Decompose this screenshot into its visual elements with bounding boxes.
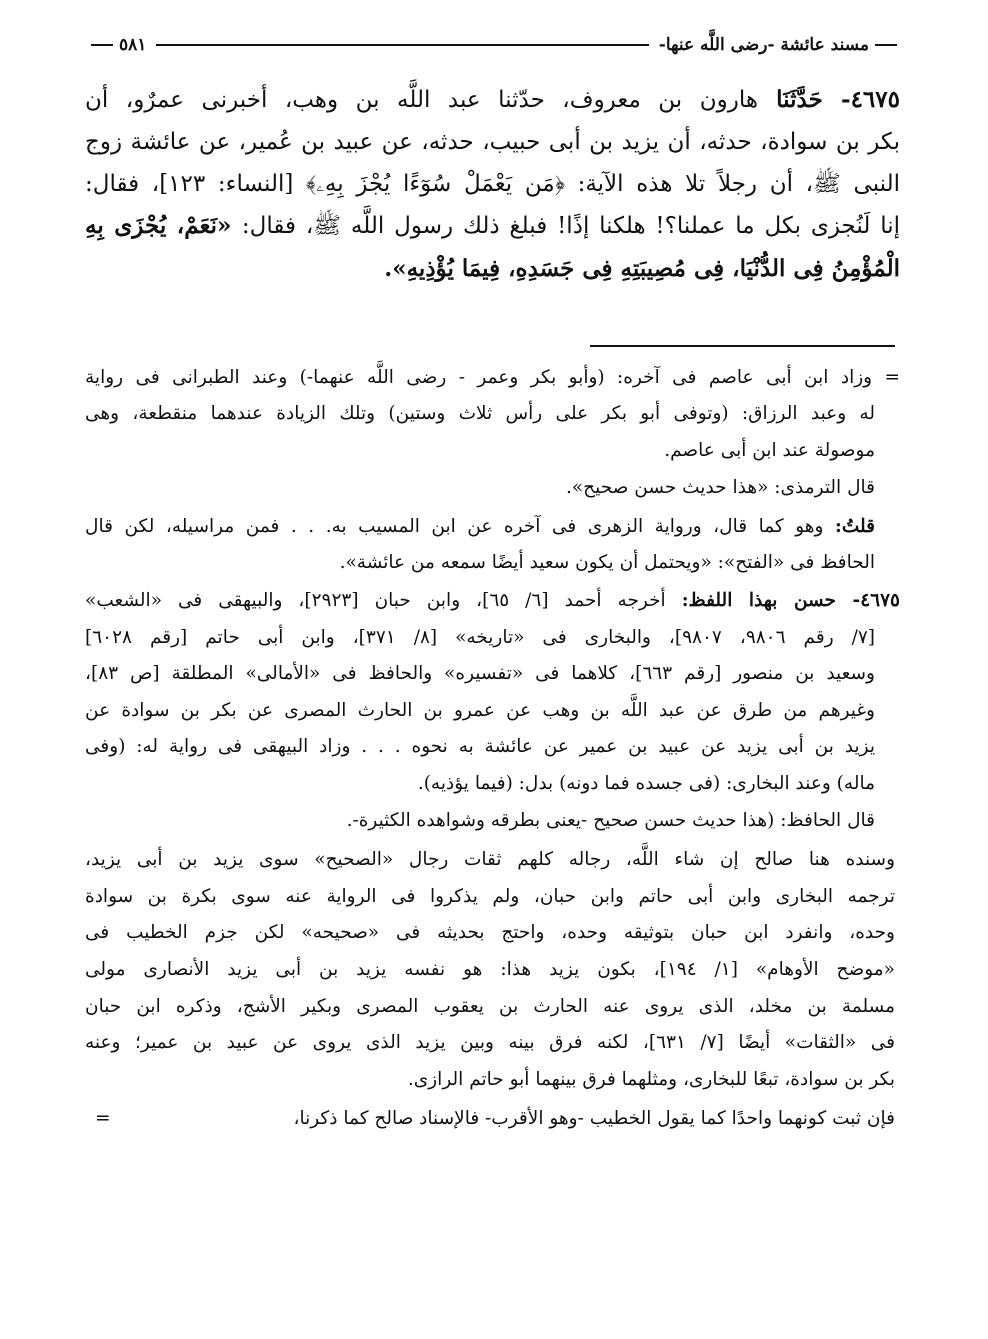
footnote-line: «موضح الأوهام» [١/ ١٩٤]، بكون يزيد هذا: هو نفسه يزيد بن أبى يزيد الأنصارى مولى <box>85 959 895 980</box>
footnote-line <box>85 586 900 616</box>
footnote-separator <box>590 345 895 347</box>
footnote-line: وحده، وانفرد ابن حبان بتوثيقه وحده، واحتج بحديثه فى «صحيحه» لكن جزم الخطيب فى <box>85 922 895 943</box>
hadith-number: ٤٦٧٥- <box>841 86 900 113</box>
header-dash <box>875 44 897 46</box>
footnote-line: قال الحافظ: (هذا حديث حسن صحيح -يعنى بطرقه وشواهده الكثيرة-. <box>346 810 875 831</box>
hadith-line-text: هارون بن معروف، حدّثنا عبد اللَّه بن وهب، أخبرنى عمرٌو، أن <box>85 87 758 113</box>
footnote-line: الحافظ فى «الفتح»: «ويحتمل أن يكون سعيد أيضًا سمعه من عائشة». <box>339 552 875 573</box>
running-header <box>85 30 903 60</box>
footnote-line: وغيرهم من طرق عن عبد اللَّه بن وهب عن عمرو بن الحارث المصرى عن بكر بن سوادة عن <box>85 700 875 721</box>
hadith-line-text: إنا لَنُجزى بكل ما عملنا؟! هلكنا إذًا! فبلغ ذلك رسول اللَّه ﷺ، فقال: <box>241 213 900 239</box>
footnote-line: فإن ثبت كونهما واحدًا كما يقول الخطيب -وهو الأقرب- فالإسناد صالح كما ذكرنا، <box>293 1108 895 1129</box>
hadith-line: النبى ﷺ، أن رجلاً تلا هذه الآية: ﴿مَن يَعْمَلْ سُوٓءًا يُجْزَ بِهِۦ﴾ [النساء: ١٢٣]، فقال: <box>85 171 900 197</box>
prophet-quote: «نَعَمْ، يُجْزَى بِهِ <box>85 212 232 239</box>
qultu-label: قلتُ: <box>835 516 875 537</box>
footnote-line: موصولة عند ابن أبى عاصم. <box>664 440 875 461</box>
footnote-line: قال الترمذى: «هذا حديث حسن صحيح». <box>565 477 875 498</box>
hadith-line: الْمُؤْمِنُ فِى الدُّنْيَا، فِى مُصِيبَتِهِ فِى جَسَدِهِ، فِيمَا يُؤْذِيهِ». <box>384 255 900 282</box>
footnote-line: يزيد بن أبى يزيد عن عبيد بن عمير عن عائشة به نحوه . . . وزاد البيهقى فى رواية له: (وفى <box>85 736 875 757</box>
hadith-line <box>85 83 900 117</box>
header-rule <box>156 44 648 46</box>
footnote-line: بكر بن سوادة، تبعًا للبخارى، ومثلهما فرق بينهما أبو حاتم الرازى. <box>407 1069 895 1090</box>
footnote-line: وسنده هنا صالح إن شاء اللَّه، رجاله كلهم ثقات رجال «الصحيح» سوى يزيد بن أبى يزيد، <box>85 849 895 870</box>
footnote-line <box>85 512 875 542</box>
haddathana: حَدَّثَنَا <box>776 86 823 113</box>
footnote-line: مسلمة بن مخلد، الذى يروى عنه الحارث بن يعقوب المصرى وبكير الأشج، وذكره ابن حبان <box>85 996 895 1017</box>
page-number: ٥٨١ <box>119 35 147 55</box>
header-dash <box>91 44 113 46</box>
header-title: مسند عائشة -رضى اللَّه عنها- <box>658 35 869 55</box>
footnote-line: فى «الثقات» أيضًا [٧/ ٦٣١]، لكنه فرق بينه وبين يزيد الذى يروى عن عبيد بن عمير؛ وعنه <box>85 1032 895 1053</box>
continuation-mark: = <box>95 1108 111 1129</box>
footnote-text: وهو كما قال، ورواية الزهرى فى آخره عن ابن المسيب به. . . فمن مراسيله، لكن قال <box>85 516 824 537</box>
footnote-line: ترجمه البخارى وابن أبى حاتم وابن حبان، ولم يذكروا فى الرواية عنه سوى بكرة بن سوادة <box>85 886 895 907</box>
footnote-line: وسعيد بن منصور [رقم ٦٦٣]، كلاهما فى «تفسيره» والحافظ فى «الأمالى» المطلقة [ص ٨٣]، <box>85 663 875 684</box>
footnote-text: أخرجه أحمد [٦/ ٦٥]، وابن حبان [٢٩٢٣]، والبيهقى فى «الشعب» <box>85 590 666 611</box>
footnote-line: ماله) وعند البخارى: (فى جسده فما دونه) بدل: (فيما يؤذيه). <box>417 773 875 794</box>
footnote-line: = وزاد ابن أبى عاصم فى آخره: (وأبو بكر وعمر - رضى اللَّه عنهما-) وعند الطبرانى فى رواية <box>85 367 900 388</box>
footnote-line: [٧/ رقم ٩٨٠٦، ٩٨٠٧]، والبخارى فى «تاريخه» [٨/ ٣٧١]، وابن أبى حاتم [رقم ٦٠٢٨] <box>85 627 875 648</box>
hadith-line: بكر بن سوادة، حدثه، أن يزيد بن أبى حبيب، حدثه، عن عبيد بن عُمير، عن عائشة زوج <box>85 129 900 155</box>
footnote-line: له وعبد الرزاق: (وتوفى أبو بكر على رأس ثلاث وستين) وتلك الزيادة عندهما منقطعة، وهى <box>85 403 875 424</box>
takhrij-heading: ٤٦٧٥- حسن بهذا اللفظ: <box>681 590 900 611</box>
hadith-line <box>85 209 900 243</box>
